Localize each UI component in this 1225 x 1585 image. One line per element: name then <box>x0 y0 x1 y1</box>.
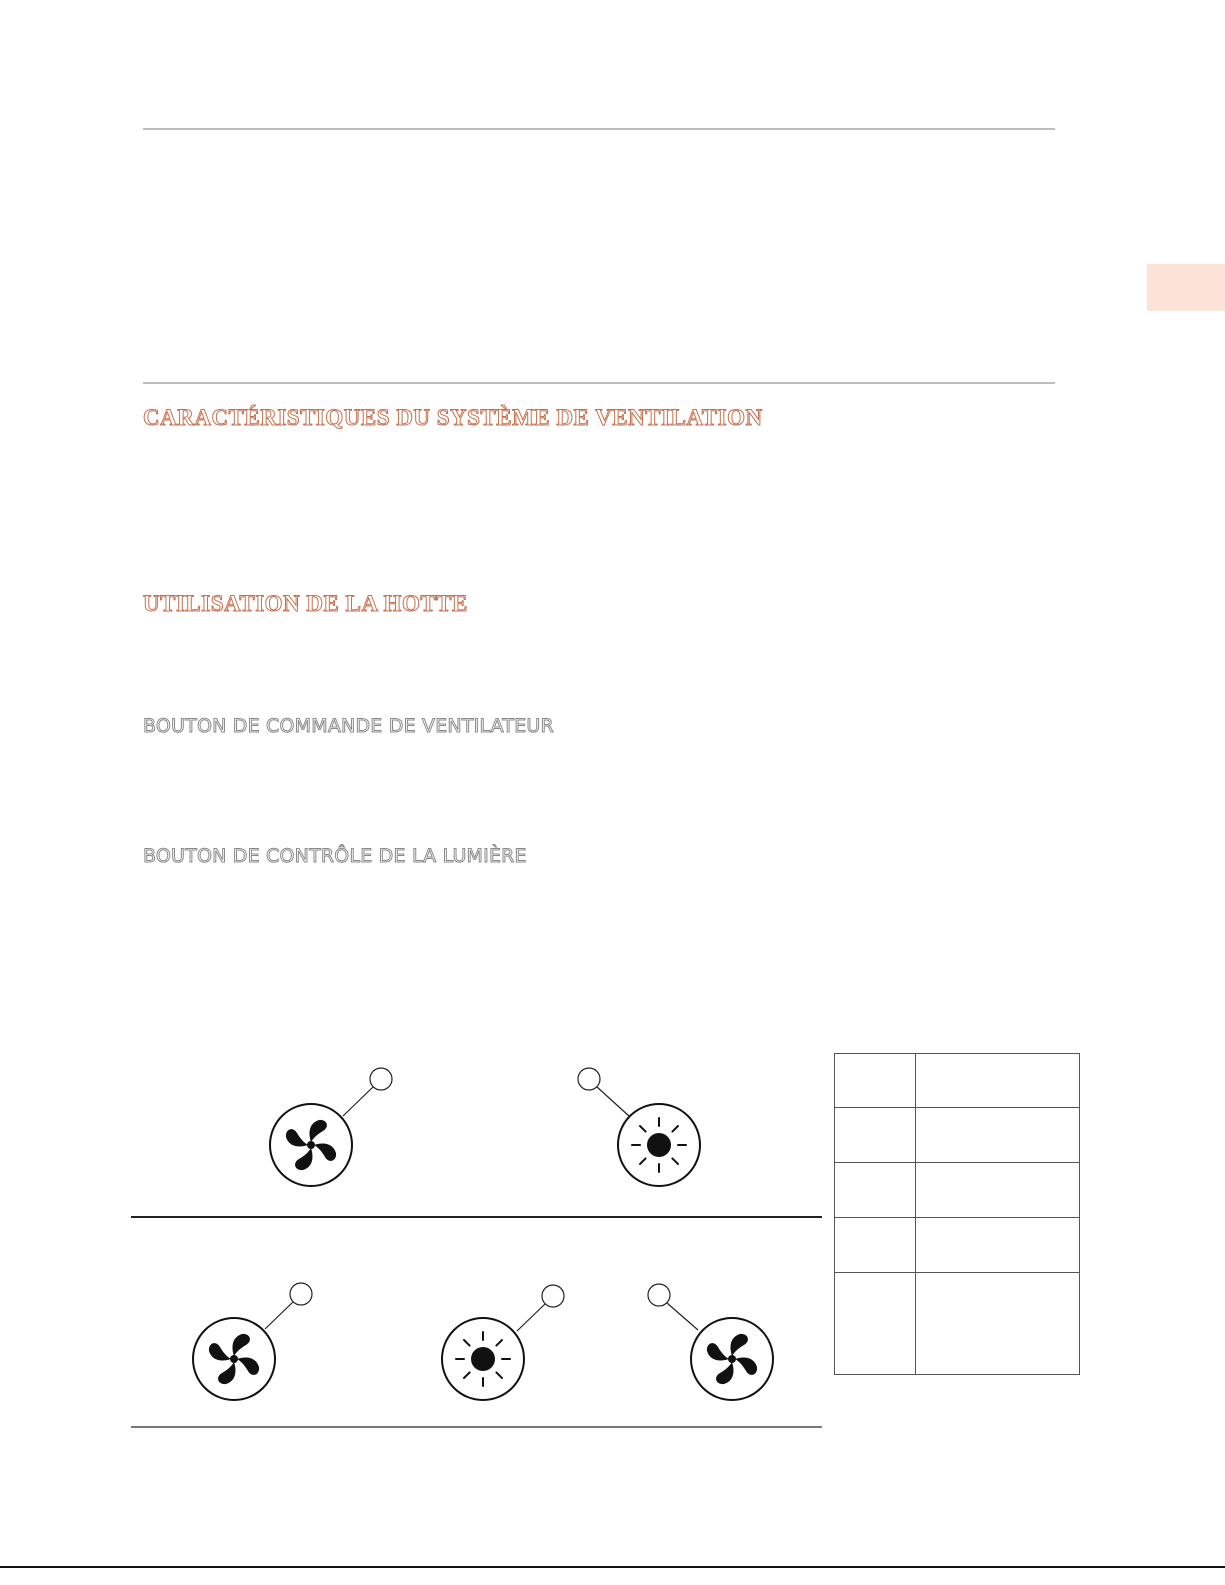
heading-ventilation-features: CARACTÉRISTIQUES DU SYSTÈME DE VENTILATION <box>143 405 763 430</box>
table-cell <box>915 1163 1079 1218</box>
section-rule <box>143 382 1055 384</box>
table-cell <box>835 1218 916 1273</box>
fan-icon[interactable] <box>690 1317 774 1401</box>
page-bottom-rule <box>0 1566 1225 1568</box>
light-icon[interactable] <box>441 1317 525 1401</box>
side-tab <box>1147 264 1225 311</box>
table-cell <box>915 1108 1079 1163</box>
heading-hood-usage: UTILISATION DE LA HOTTE <box>143 591 468 616</box>
panel-divider <box>131 1216 822 1218</box>
table-cell <box>915 1273 1079 1375</box>
heading-light-button: BOUTON DE CONTRÔLE DE LA LUMIÈRE <box>143 845 527 867</box>
heading-fan-button: BOUTON DE COMMANDE DE VENTILATEUR <box>143 715 554 737</box>
table-row <box>835 1218 1080 1273</box>
legend-table <box>834 1053 1080 1375</box>
panel-bottom-rule <box>131 1426 822 1428</box>
fan-icon[interactable] <box>269 1103 353 1187</box>
table-row <box>835 1054 1080 1108</box>
light-icon[interactable] <box>617 1103 701 1187</box>
table-cell <box>835 1273 916 1375</box>
table-cell <box>835 1108 916 1163</box>
table-cell <box>915 1218 1079 1273</box>
table-row <box>835 1163 1080 1218</box>
fan-icon[interactable] <box>192 1317 276 1401</box>
table-row <box>835 1108 1080 1163</box>
table-row <box>835 1273 1080 1375</box>
top-rule <box>143 128 1055 130</box>
table-cell <box>835 1163 916 1218</box>
table-cell <box>915 1054 1079 1108</box>
table-cell <box>835 1054 916 1108</box>
